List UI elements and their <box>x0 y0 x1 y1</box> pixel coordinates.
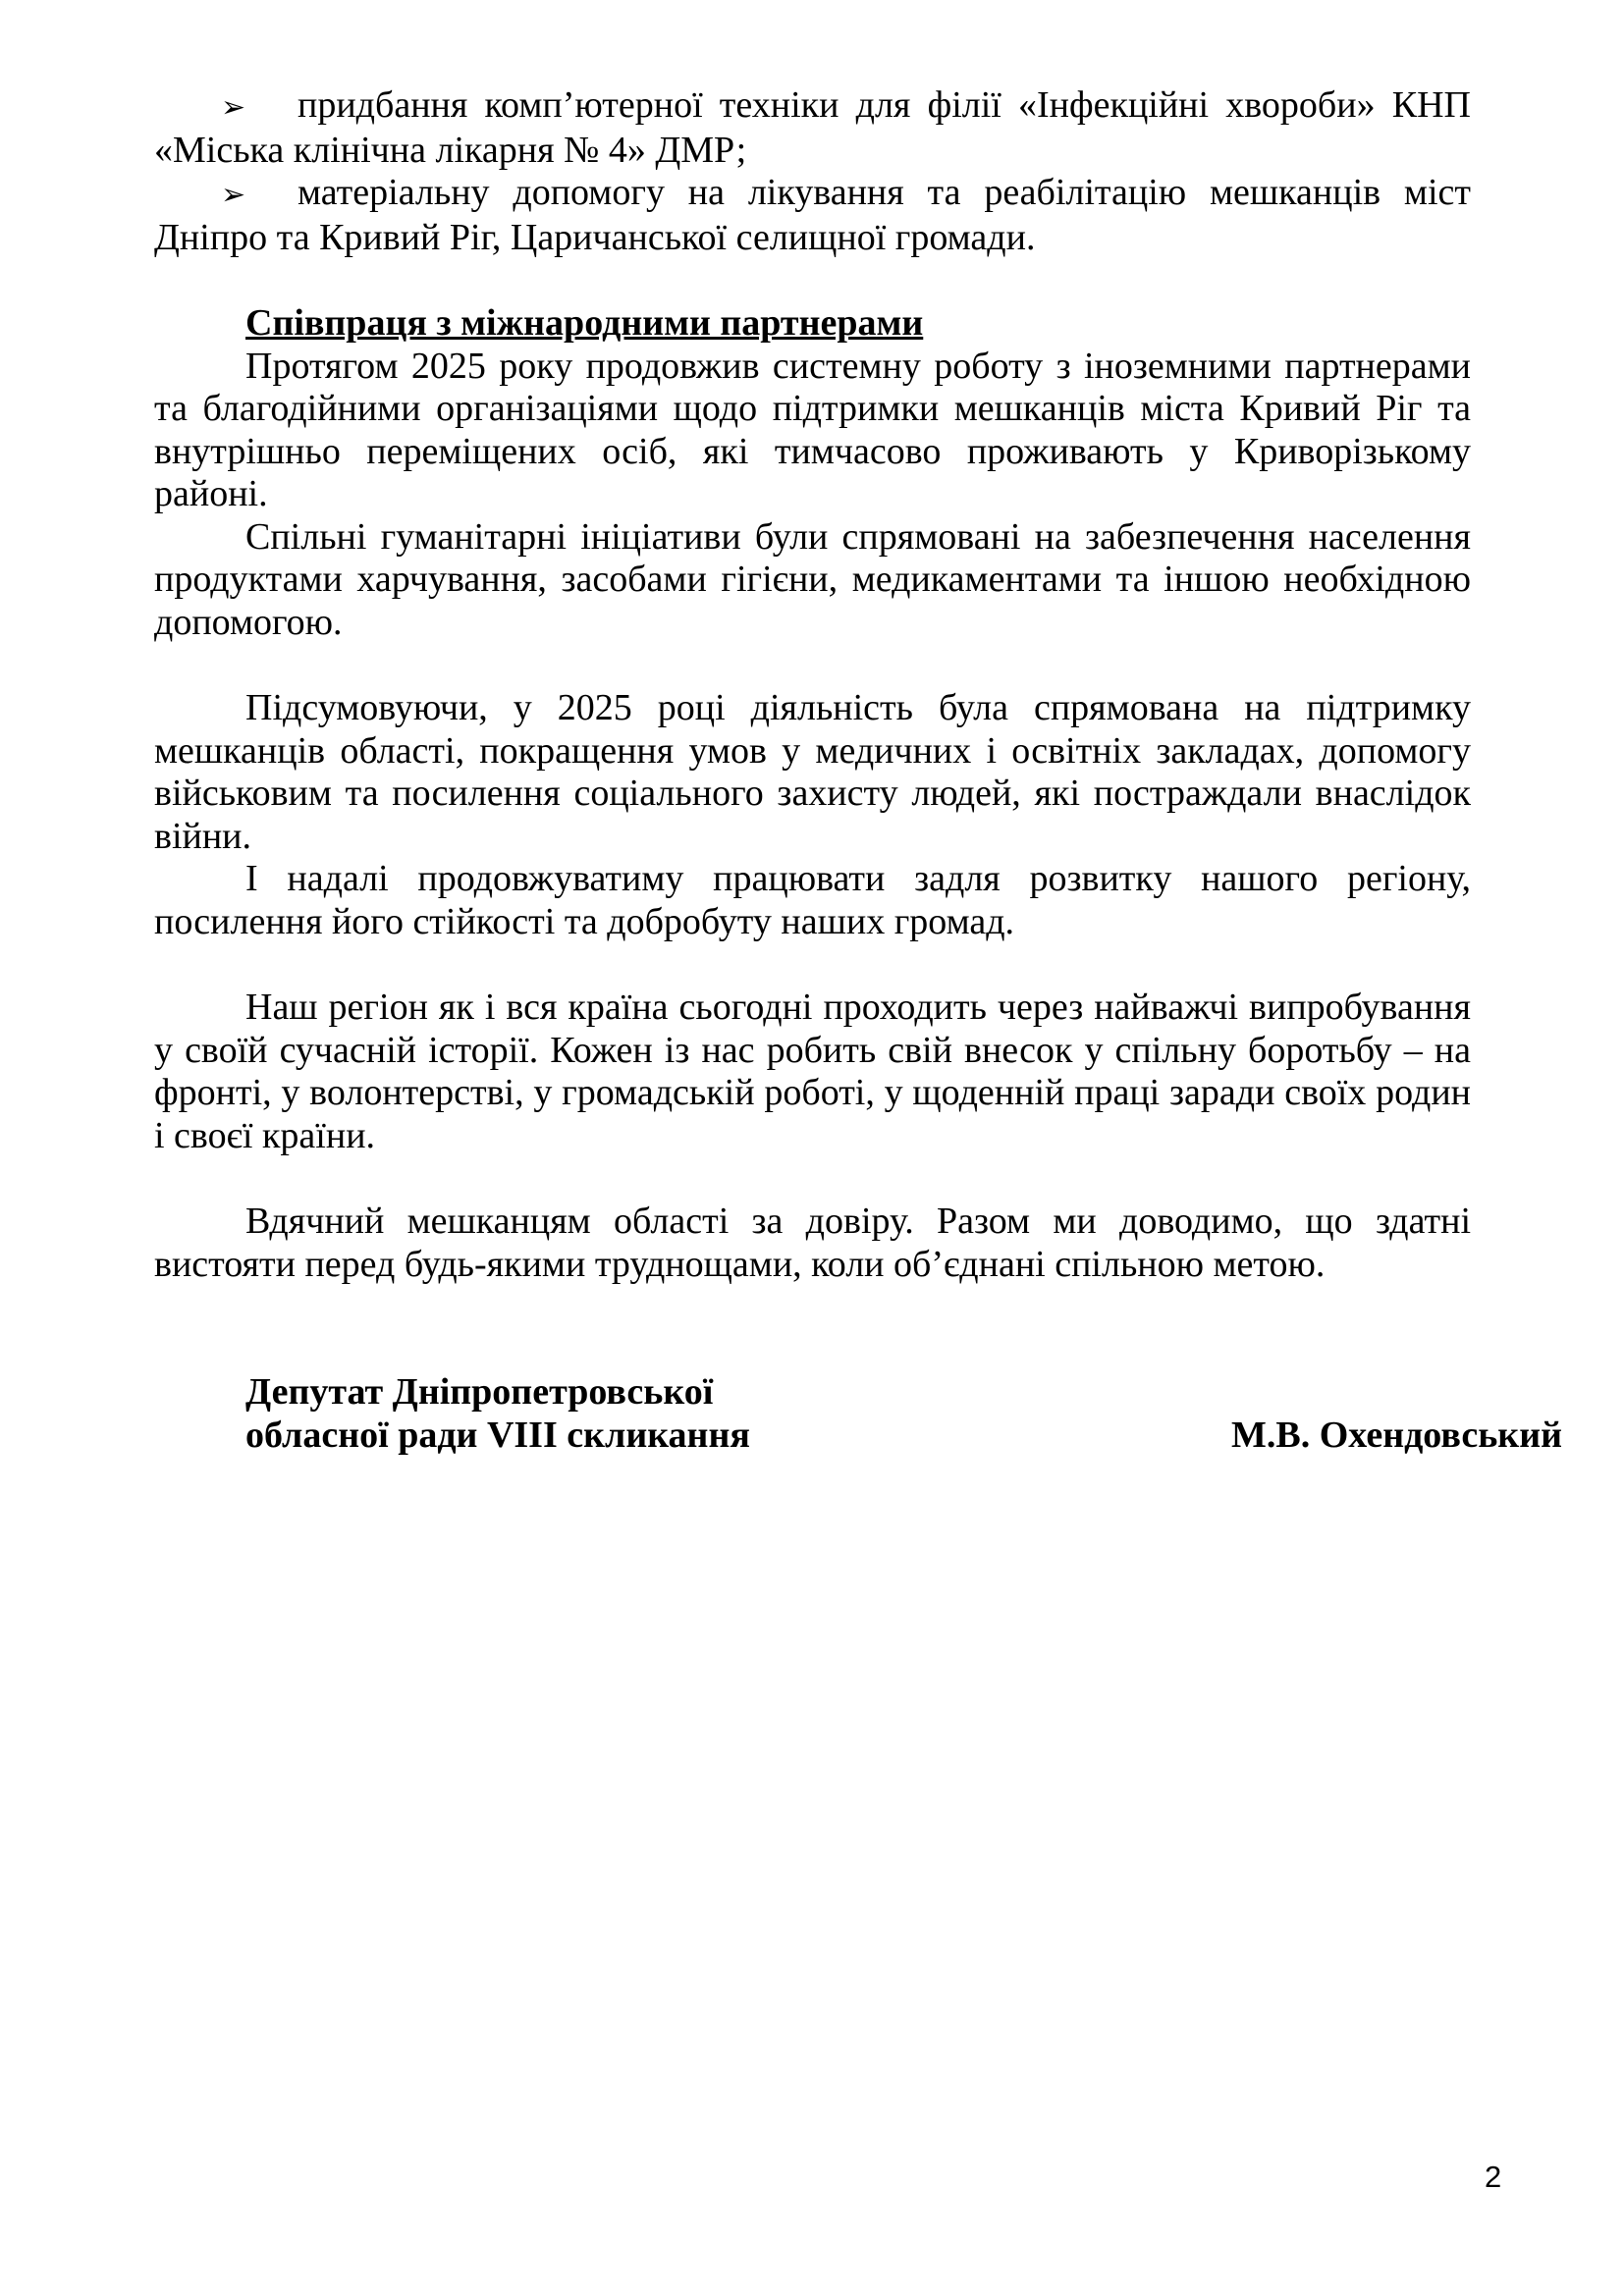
document-body <box>154 84 1562 1457</box>
section-heading <box>154 302 1471 346</box>
paragraph-cooperation-1: Протягом 2025 року продовжив системну роботу з іноземними партнерами та благодійними організаціями щодо підтримки мешканців міста Кривий Ріг та внутрішньо переміщених осіб, які тимчасово проживають у Криворізькому районі. <box>154 345 1471 514</box>
signature-block <box>245 1371 1562 1457</box>
signature-name: М.В. Охендовський <box>1231 1414 1562 1456</box>
bullet-arrow-icon: ➢ <box>221 91 246 124</box>
section-heading-text: Співпраця з міжнародними партнерами <box>245 302 924 344</box>
bullet-item-computer-equipment <box>154 84 1471 172</box>
paragraph-gratitude: Вдячний мешканцям області за довіру. Разом ми доводимо, що здатні вистояти перед будь-якими труднощами, коли об’єднані спільною метою. <box>154 1201 1471 1285</box>
signature-position-line2: обласної ради VIII скликання <box>245 1414 750 1456</box>
paragraph-summary-1: Підсумовуючи, у 2025 році діяльність була спрямована на підтримку мешканців області, покращення умов у медичних і освітніх закладах, допомогу військовим та посилення соціального захисту людей, які постраждали внаслідок війни. <box>154 687 1471 857</box>
bullet-item-text: матеріальну допомогу на лікування та реабілітацію мешканців міст Дніпро та Кривий Ріг, Царичанської селищної громади. <box>154 172 1471 258</box>
paragraph-region: Наш регіон як і вся країна сьогодні проходить через найважчі випробування у своїй сучасній історії. Кожен із нас робить свій внесок у спільну боротьбу – на фронті, у волонтерстві, у громадській роботі, у щоденній праці заради своїх родин і своєї країни. <box>154 987 1471 1156</box>
bullet-arrow-icon: ➢ <box>221 179 246 211</box>
signature-position-line1: Депутат Дніпропетровської <box>245 1371 714 1413</box>
paragraph-summary-2: І надалі продовжуватиму працювати задля розвитку нашого регіону, посилення його стійкості та добробуту наших громад. <box>154 858 1471 942</box>
paragraph-cooperation-2: Спільні гуманітарні ініціативи були спрямовані на забезпечення населення продуктами харчування, засобами гігієни, медикаментами та іншою необхідною допомогою. <box>154 515 1471 643</box>
page-number: 2 <box>1485 2160 1502 2194</box>
bullet-item-material-aid <box>154 172 1471 259</box>
bullet-item-text: придбання комп’ютерної техніки для філії «Інфекційні хвороби» КНП «Міська клінічна лікарня № 4» ДМР; <box>154 84 1471 171</box>
